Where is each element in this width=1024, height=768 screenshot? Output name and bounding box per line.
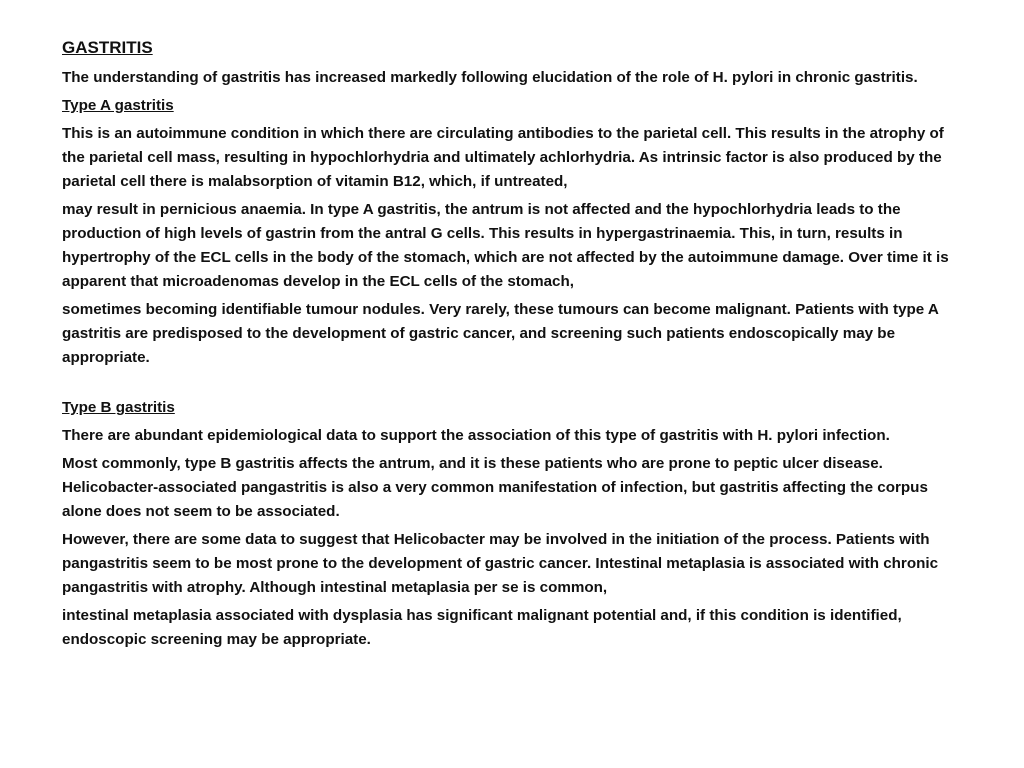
page-title: GASTRITIS [62, 38, 153, 57]
type-a-paragraph-1: This is an autoimmune condition in which there are circulating antibodies to the parietal cell. This results in the atrophy of the parietal cell mass, resulting in hypochlorhydria and ultimately achlorhydria. As intrinsic factor is also produced by the parietal cell there is malabsorption of vitamin B12, which, if untreated, [62, 125, 944, 190]
type-a-paragraph-2: may result in pernicious anaemia. In type A gastritis, the antrum is not affected and the hypochlorhydria leads to the production of high levels of gastrin from the antral G cells. This results in hypergastrinaemia. This, in turn, results in hypertrophy of the ECL cells in the body of the stomach, which are not affected by the autoimmune damage. Over time it is apparent that microadenomas develop in the ECL cells of the stomach, [62, 201, 949, 290]
type-b-paragraph-4: intestinal metaplasia associated with dysplasia has significant malignant potential and, if this condition is identified, endoscopic screening may be appropriate. [62, 607, 902, 648]
document-body [62, 36, 962, 656]
section-heading-type-b: Type B gastritis [62, 399, 175, 416]
section-spacer [62, 374, 962, 396]
type-b-paragraph-2: Most commonly, type B gastritis affects the antrum, and it is these patients who are prone to peptic ulcer disease. Helicobacter-associated pangastritis is also a very common manifestation of infection, but gastritis affecting the corpus alone does not seem to be associated. [62, 455, 928, 520]
type-b-paragraph-3: However, there are some data to suggest that Helicobacter may be involved in the initiation of the process. Patients with pangastritis seem to be most prone to the development of gastric cancer. Intestinal metaplasia is associated with chronic pangastritis with atrophy. Although intestinal metaplasia per se is common, [62, 531, 939, 596]
section-heading-type-a: Type A gastritis [62, 97, 174, 114]
type-b-paragraph-1: There are abundant epidemiological data to support the association of this type of gastritis with H. pylori infection. [62, 427, 890, 444]
intro-paragraph: The understanding of gastritis has increased markedly following elucidation of the role of H. pylori in chronic gastritis. [62, 69, 918, 86]
type-a-paragraph-3: sometimes becoming identifiable tumour nodules. Very rarely, these tumours can become malignant. Patients with type A gastritis are predisposed to the development of gastric cancer, and screening such patients endoscopically may be appropriate. [62, 301, 939, 366]
